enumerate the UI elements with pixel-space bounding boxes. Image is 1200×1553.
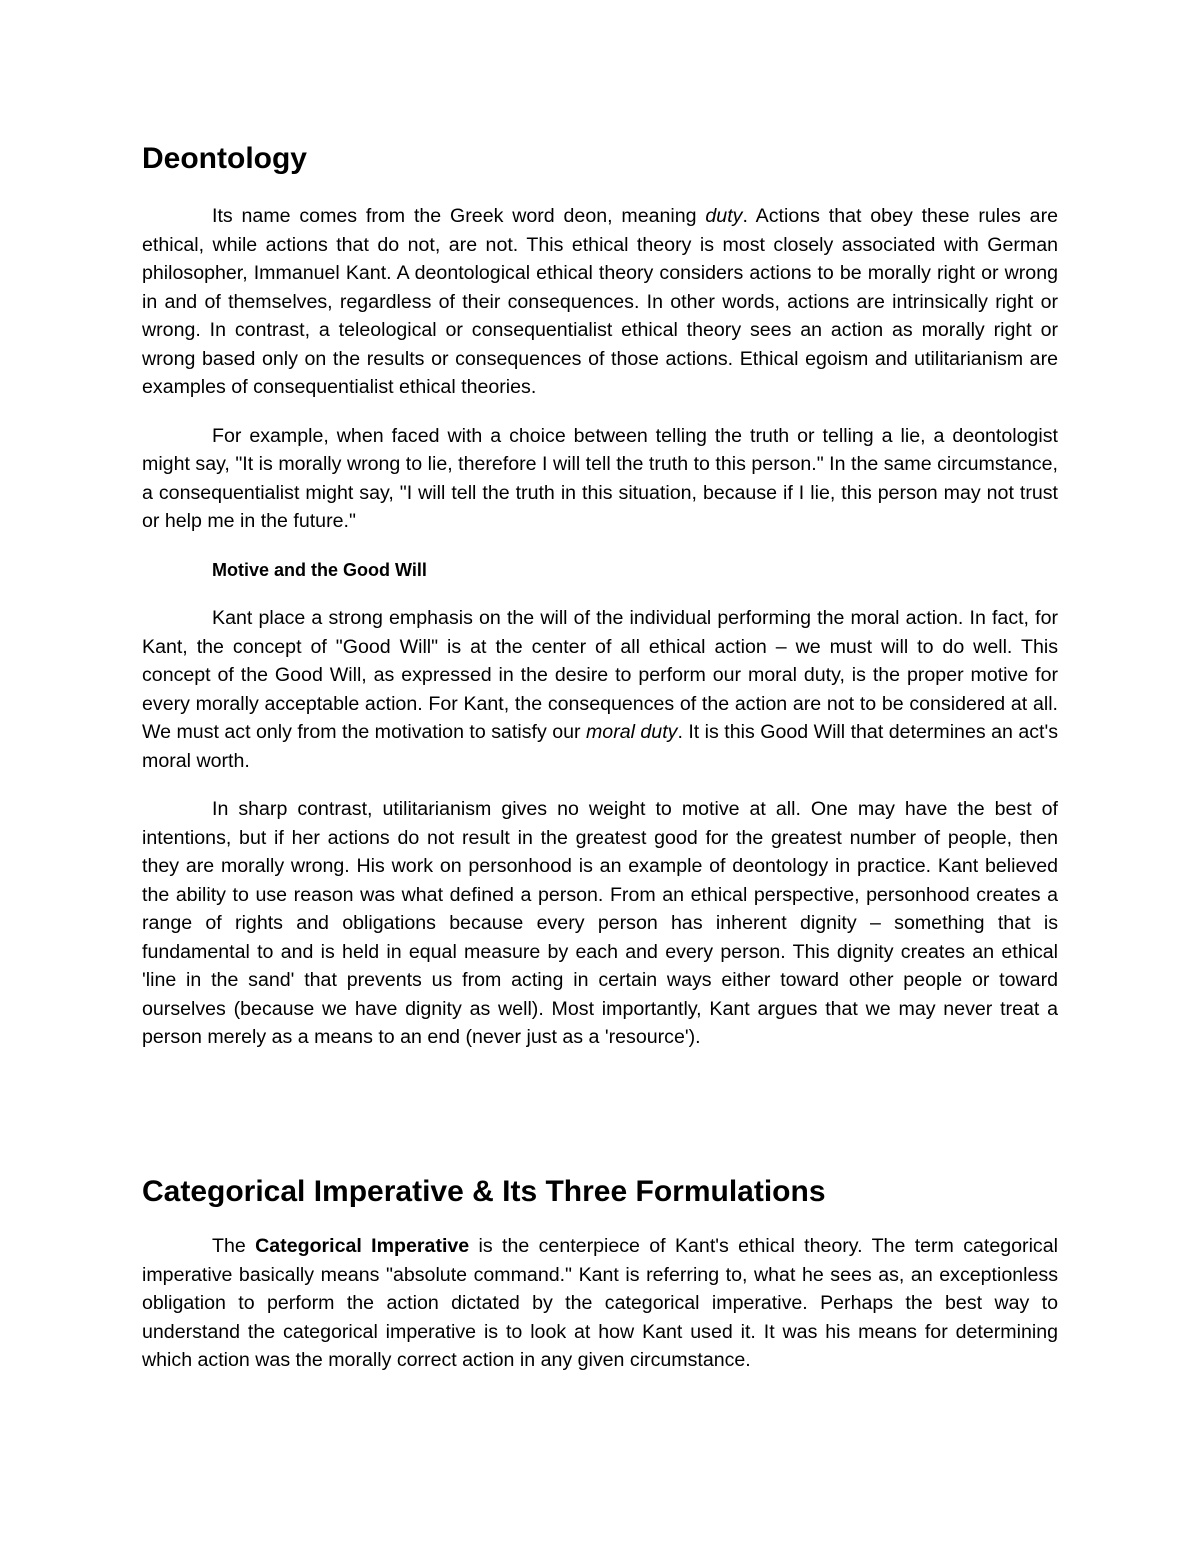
section-title-categorical-imperative: Categorical Imperative & Its Three Formulations	[142, 1175, 826, 1208]
text-run: The	[212, 1235, 256, 1257]
section-title-deontology: Deontology	[142, 142, 307, 175]
text-run: . Actions that obey these rules are ethical, while actions that do not, are not. This ethical theory is most closely associated with German philosopher, Immanuel Kant. A deontological ethical theory considers actions to be morally right or wrong in and of themselves, regardless of their consequences. In other words, actions are intrinsically right or wrong. In contrast, a teleological or consequentialist ethical theory sees an action as morally right or wrong based only on the results or consequences of those actions. Ethical egoism and utilitarianism are examples of consequentialist ethical theories.	[142, 205, 1058, 398]
paragraph-example: For example, when faced with a choice between telling the truth or telling a lie, a deontologist might say, "It is morally wrong to lie, therefore I will tell the truth to this person." In the same circumstance, a consequentialist might say, "I will tell the truth in this situation, because if I lie, this person may not trust or help me in the future."	[142, 424, 1058, 532]
section-deontology-body	[142, 202, 1058, 1052]
bold-categorical-imperative: Categorical Imperative	[255, 1235, 470, 1257]
text-run: is the centerpiece of Kant's ethical theory. The term categorical imperative basically means "absolute command." Kant is referring to, what he sees as, an exceptionless obligation to perform the action dictated by the categorical imperative. Perhaps the best way to understand the categorical imperative is to look at how Kant used it. It was his means for determining which action was the morally correct action in any given circumstance.	[142, 1235, 1058, 1371]
emphasis-moral-duty: moral duty	[585, 721, 678, 743]
paragraph-categorical-imperative	[142, 1232, 1058, 1375]
text-run: Its name comes from the Greek word deon, meaning	[212, 205, 706, 227]
paragraph-good-will	[142, 604, 1058, 775]
text-run: . It is this Good Will that determines an act's moral worth.	[142, 721, 1059, 772]
paragraph-deontology-definition	[142, 202, 1058, 402]
section-categorical-imperative-body	[142, 1232, 1058, 1375]
subheading-motive-good-will: Motive and the Good Will	[212, 559, 427, 580]
paragraph-utilitarianism-contrast: In sharp contrast, utilitarianism gives no weight to motive at all. One may have the best of intentions, but if her actions do not result in the greatest good for the greatest number of people, then they are morally wrong. His work on personhood is an example of deontology in practice. Kant believed the ability to use reason was what defined a person. From an ethical perspective, personhood creates a range of rights and obligations because every person has inherent dignity – something that is fundamental to and is held in equal measure by each and every person. This dignity creates an ethical 'line in the sand' that prevents us from acting in certain ways either toward other people or toward ourselves (because we have dignity as well). Most importantly, Kant argues that we may never treat a person merely as a means to an end (never just as a 'resource').	[142, 798, 1058, 1048]
text-run: Kant place a strong emphasis on the will of the individual performing the moral action. In fact, for Kant, the concept of "Good Will" is at the center of all ethical action – we must will to do well. This concept of the Good Will, as expressed in the desire to perform our moral duty, is the proper motive for every morally acceptable action. For Kant, the consequences of the action are not to be considered at all. We must act only from the motivation to satisfy our	[142, 607, 1058, 743]
emphasis-duty: duty	[705, 205, 743, 227]
